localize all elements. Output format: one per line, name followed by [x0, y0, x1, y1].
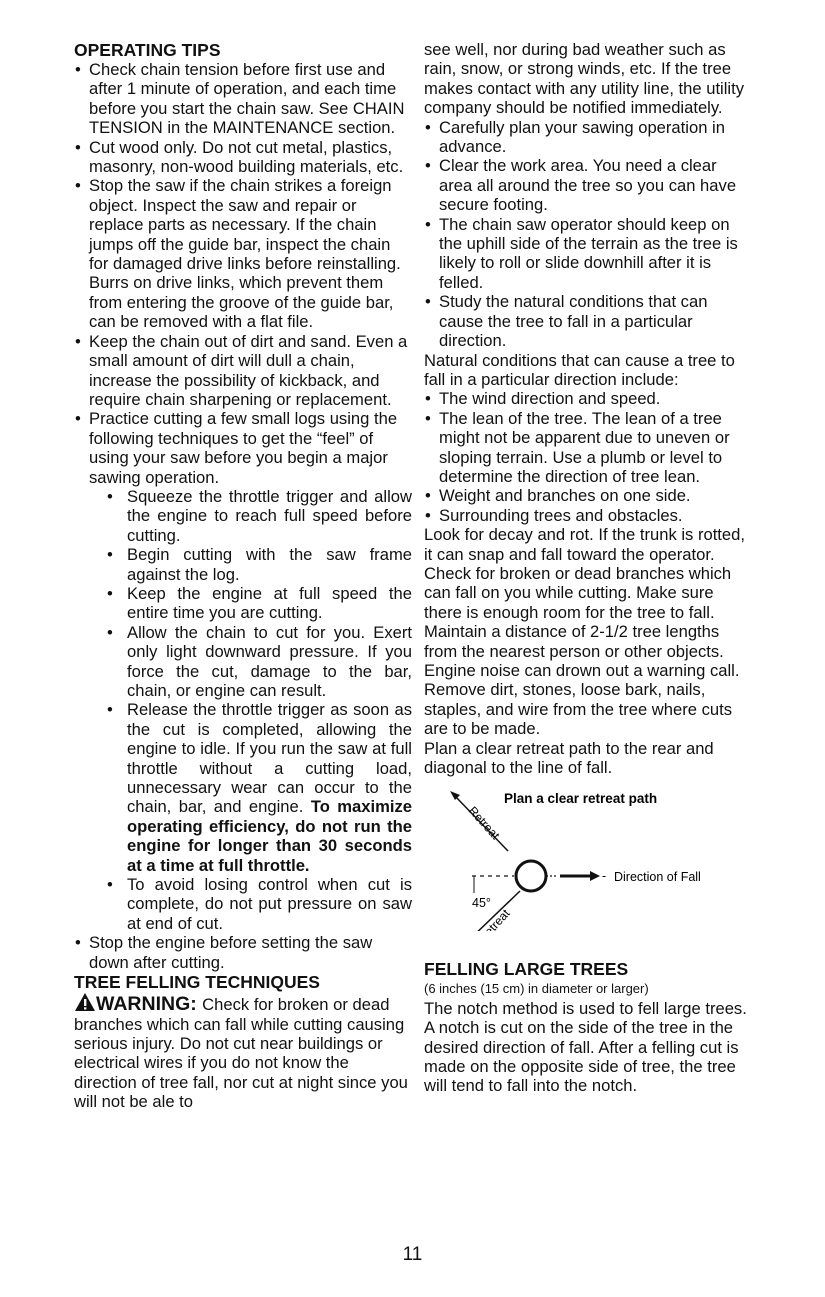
- warning-block: [74, 992, 412, 1111]
- tip-practice-text: Practice cutting a few small logs using the following techniques to get the “feel” of using your saw before you begin a major sawing operation.: [89, 409, 398, 487]
- retreat-diagram-svg: [424, 781, 748, 931]
- natural-condition: • The lean of the tree. The lean of a tree might not be apparent due to uneven or sloping terrain. Use a plumb or level to determine the direction of tree lean.: [424, 409, 748, 487]
- notch-method-paragraph: The notch method is used to fell large trees. A notch is cut on the side of the tree in the desired direction of fall. After a felling cut is made on the opposite side of tree, the tree will tend to fall into the notch.: [424, 998, 747, 1096]
- tip-stop-engine: • Stop the engine before setting the saw down after cutting.: [74, 933, 412, 972]
- retreat-paragraph: Plan a clear retreat path to the rear and diagonal to the line of fall.: [424, 738, 714, 778]
- warning-text: dead branches which can fall while cutting causing serious injury. Do not cut near buildings or electrical wires if you do not know the direction of tree fall, nor cut at night since you will not be ale to: [74, 995, 408, 1112]
- operating-tips-heading: OPERATING TIPS: [74, 40, 221, 60]
- warning-heading: [74, 993, 202, 1015]
- retreat-path-diagram: [424, 781, 748, 931]
- tip-practice-cutting: [74, 409, 412, 933]
- angle-label: 45°: [472, 896, 491, 911]
- decay-paragraph: Look for decay and rot. If the trunk is rotted, it can snap and fall toward the operator. Check for broken or dead branches which can fall on you while cutting. Make sure there is enough room for the tree to fall. Maintain a distance of 2-1/2 tree lengths from the nearest person or other objects. Engine noise can drown out a warning call.: [424, 525, 745, 680]
- practice-step: • Squeeze the throttle trigger and allow the engine to reach full speed before cutting.: [103, 487, 412, 545]
- felling-large-trees-heading: FELLING LARGE TREES: [424, 959, 629, 980]
- warning-lead: Check for broken or: [202, 995, 348, 1015]
- tree-felling-heading: TREE FELLING TECHNIQUES: [74, 972, 320, 993]
- weather-paragraph: see well, nor during bad weather such as rain, snow, or strong winds, etc. If the tree makes contact with any utility line, the utility company should be notified immediately.: [424, 40, 745, 118]
- retreat-label-upper: Retreat: [465, 804, 503, 843]
- planning-item: • Carefully plan your sawing operation in advance.: [424, 118, 748, 157]
- practice-step: • Allow the chain to cut for you. Exert only light downward pressure. If you force the cut, damage to the bar, chain, or engine can result.: [103, 623, 412, 701]
- diagram-caption: Plan a clear retreat path: [504, 791, 658, 807]
- practice-step: • To avoid losing control when cut is complete, do not put pressure on saw at end of cut.: [103, 875, 412, 933]
- page-number: 11: [402, 1244, 423, 1265]
- planning-item: • Study the natural conditions that can cause the tree to fall in a particular direction.: [424, 292, 748, 350]
- right-column: [424, 40, 748, 1096]
- natural-conditions-list: [424, 389, 748, 525]
- tip-keep-chain-clean: • Keep the chain out of dirt and sand. Even a small amount of dirt will dull a chain, increase the possibility of kickback, and require chain sharpening or replacement.: [74, 332, 412, 410]
- natural-condition: • Surrounding trees and obstacles.: [424, 506, 748, 525]
- practice-step: • Begin cutting with the saw frame against the log.: [103, 545, 412, 584]
- planning-item: • The chain saw operator should keep on the uphill side of the terrain as the tree is likely to roll or slide downhill after it is felled.: [424, 215, 748, 293]
- retreat-label-lower: Retreat: [475, 906, 513, 932]
- practice-step-release: [103, 700, 412, 875]
- direction-dash: -: [602, 869, 607, 884]
- practice-steps-list: [89, 487, 412, 933]
- tip-cut-wood-only: • Cut wood only. Do not cut metal, plastics, masonry, non-wood building materials, etc.: [74, 138, 412, 177]
- large-trees-size-note: (6 inches (15 cm) in diameter or larger): [424, 981, 649, 997]
- warning-triangle-icon: [74, 992, 96, 1012]
- operating-tips-list: [74, 60, 412, 972]
- release-text: Release the throttle trigger as soon as the cut is completed, allowing the engine to idle. If you run the saw at full throttle without a cutting load, unnecessary wear can occur to the chain, bar, and engine.: [127, 700, 412, 817]
- release-bold-text: To maximize operating efficiency, do not run the engine for longer than 30 seconds at a time at full throttle.: [127, 797, 412, 875]
- direction-of-fall-label: Direction of Fall: [614, 870, 701, 885]
- clear-debris-paragraph: Remove dirt, stones, loose bark, nails, staples, and wire from the tree where cuts are to be made.: [424, 680, 733, 739]
- direction-of-fall-arrowhead: [590, 871, 600, 881]
- left-column: [74, 40, 412, 1112]
- tip-stop-saw: • Stop the saw if the chain strikes a foreign object. Inspect the saw and repair or replace parts as necessary. If the chain jumps off the guide bar, inspect the chain for damaged drive links before reinstalling. Burrs on drive links, which prevent them from entering the groove of the guide bar, can be removed with a flat file.: [74, 176, 412, 331]
- planning-list: [424, 118, 748, 351]
- natural-condition: • Weight and branches on one side.: [424, 486, 748, 505]
- practice-step: • Keep the engine at full speed the entire time you are cutting.: [103, 584, 412, 623]
- natural-condition: • The wind direction and speed.: [424, 389, 748, 408]
- planning-item: • Clear the work area. You need a clear area all around the tree so you can have secure footing.: [424, 156, 748, 214]
- tip-chain-tension: • Check chain tension before first use and after 1 minute of operation, and each time before you start the chain saw. See CHAIN TENSION in the MAINTENANCE section.: [74, 60, 412, 138]
- natural-conditions-intro: Natural conditions that can cause a tree to fall in a particular direction include:: [424, 350, 735, 389]
- warning-label: WARNING:: [96, 993, 197, 1016]
- tree-circle: [516, 861, 546, 891]
